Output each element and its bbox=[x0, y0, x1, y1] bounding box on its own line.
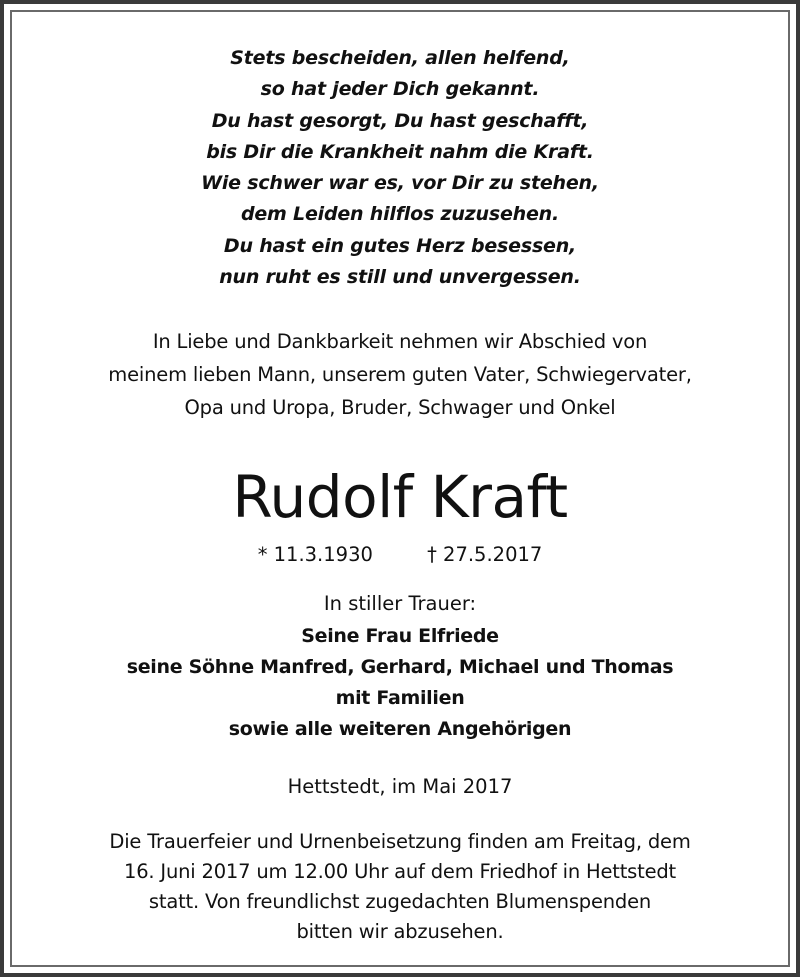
death-date: † 27.5.2017 bbox=[427, 543, 543, 566]
poem-line: Wie schwer war es, vor Dir zu stehen, bbox=[201, 172, 599, 195]
mourners-list bbox=[14, 621, 786, 745]
service-line: statt. Von freundlichst zugedachten Blumenspenden bbox=[148, 890, 652, 913]
poem-line: nun ruht es still und unvergessen. bbox=[219, 266, 581, 289]
deceased-name: Rudolf Kraft bbox=[232, 463, 568, 531]
poem-line: Du hast ein gutes Herz besessen, bbox=[223, 234, 577, 257]
farewell-intro bbox=[14, 325, 786, 424]
mourner-line: mit Familien bbox=[335, 687, 465, 709]
mourning-label: In stiller Trauer: bbox=[323, 592, 477, 615]
intro-line: Opa und Uropa, Bruder, Schwager und Onkel bbox=[184, 396, 616, 419]
service-line: 16. Juni 2017 um 12.00 Uhr auf dem Friedhof in Hettstedt bbox=[124, 860, 676, 883]
poem-line: dem Leiden hilflos zuzusehen. bbox=[240, 203, 560, 226]
poem-line: Stets bescheiden, allen helfend, bbox=[230, 47, 570, 69]
service-line: Die Trauerfeier und Urnenbeisetzung finden am Freitag, dem bbox=[109, 830, 691, 853]
birth-date: * 11.3.1930 bbox=[257, 543, 373, 566]
funeral-service-info bbox=[14, 827, 786, 947]
poem-line: Du hast gesorgt, Du hast geschafft, bbox=[211, 109, 589, 132]
place-and-date: Hettstedt, im Mai 2017 bbox=[287, 775, 513, 798]
poem-line: so hat jeder Dich gekannt. bbox=[260, 78, 540, 101]
intro-line: In Liebe und Dankbarkeit nehmen wir Abschied von bbox=[152, 330, 648, 353]
mourner-line: seine Söhne Manfred, Gerhard, Michael und Thomas bbox=[126, 656, 674, 678]
service-line: bitten wir abzusehen. bbox=[296, 920, 504, 943]
life-dates bbox=[14, 540, 786, 570]
memorial-poem bbox=[14, 43, 786, 293]
mourner-line: Seine Frau Elfriede bbox=[301, 625, 499, 647]
obituary-notice bbox=[14, 14, 786, 963]
intro-line: meinem lieben Mann, unserem guten Vater, Schwiegervater, bbox=[108, 363, 692, 386]
mourner-line: sowie alle weiteren Angehörigen bbox=[228, 718, 572, 740]
poem-line: bis Dir die Krankheit nahm die Kraft. bbox=[206, 140, 594, 163]
